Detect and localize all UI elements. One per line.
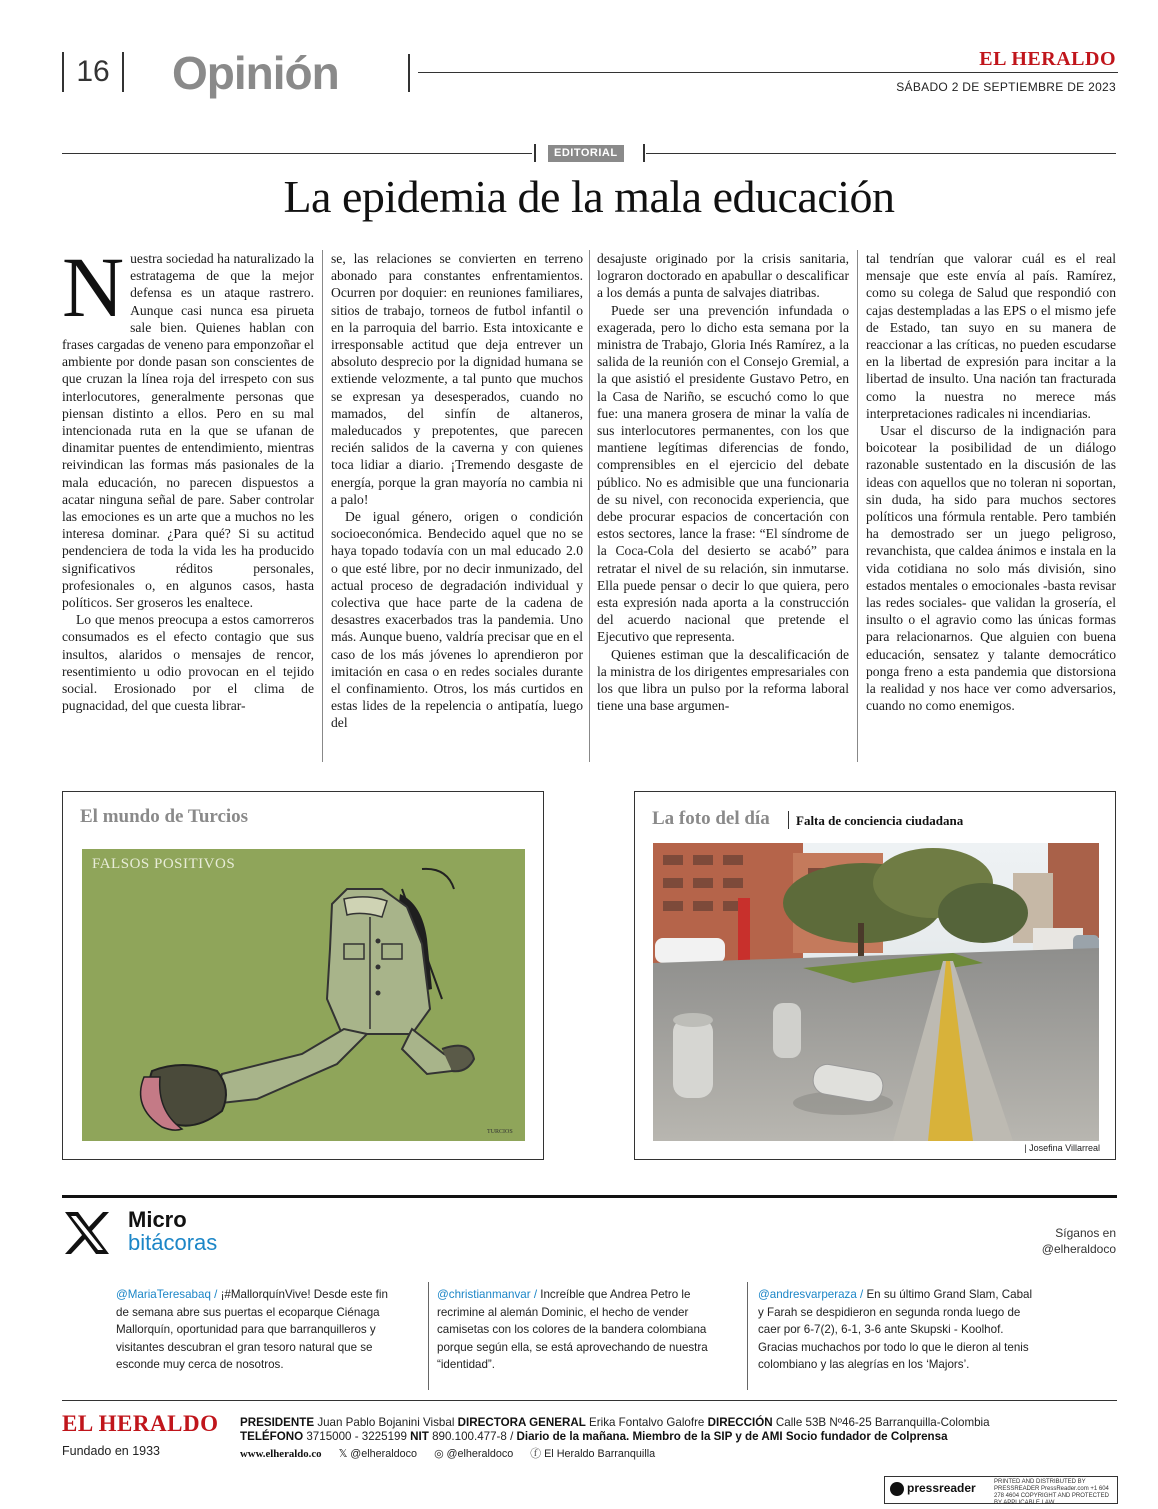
cartoon-illustration: [82, 849, 525, 1141]
label-nit: NIT: [410, 1430, 429, 1443]
header-divider: [408, 54, 410, 92]
footer-contact: [240, 1430, 948, 1443]
follow-handle: @elheraldoco: [1041, 1242, 1116, 1256]
tweet: [116, 1286, 391, 1374]
headline: La epidemia de la mala educación: [283, 171, 895, 222]
label-directora: DIRECTORA GENERAL: [457, 1416, 586, 1429]
photo-title: La foto del día: [652, 808, 770, 829]
tweet-divider: [747, 1282, 748, 1390]
section-title: Opinión: [172, 47, 339, 99]
pressreader-note: PRINTED AND DISTRIBUTED BY PRESSREADER PressReader.com +1 604 278 4604 COPYRIGHT AND PROTECTED BY APPLICABLE LAW: [994, 1479, 1109, 1506]
facebook-icon: ⓕ: [530, 1448, 542, 1460]
issue-date: SÁBADO 2 DE SEPTIEMBRE DE 2023: [896, 80, 1116, 94]
footer-tagline: Diario de la mañana. Miembro de la SIP y de AMI Socio fundador de Colprensa: [516, 1430, 948, 1443]
editorial-bar-left: [534, 144, 536, 162]
tweet: [437, 1286, 729, 1374]
follow-label: Síganos en: [1055, 1226, 1116, 1240]
tweet-text: En su último Grand Slam, Cabal y Farah se despidieron en segunda ronda luego de caer por 6-7(2), 6-1, 3-6 ante Skupski - Koolhof. Gracias muchachos por todo lo que le dieron al tenis colombiano y las alegrías en los ‘Majors’.: [758, 1288, 1033, 1371]
article-paragraph: se, las relaciones se convierten en terreno abonado para constantes enfrentamientos. Ocurren por doquier: en reuniones familiares, sitios de trabajo, torneos de futbol infantil o en la parroquia del barrio. Esta intoxicante e irresponsable actitud que deja entrever un absoluto desprecio por la dignidad humana se extiende velozmente, a tal punto que muchos se expresan ya desesperados, cuando no mamados, del sinfín de altaneros, maleducados y prepotentes, que parecen recién salidos de la caverna y con quienes toca lidiar a diario. ¡Tremendo desgaste de energía, porque la gran mayoría no cambia ni a palo!: [331, 251, 583, 507]
article-paragraph: Lo que menos preocupa a estos camorreros consumados es el efecto contagio que sus insultos, alaridos o mensajes de rencor, resentimiento u odio provocan en el tejido social. Erosionado por el clima de pugnacidad, del que cuesta librar-: [62, 612, 314, 714]
page-number: 16: [62, 52, 124, 92]
pressreader-icon: [890, 1482, 904, 1496]
footer-logo: EL HERALDO: [62, 1411, 219, 1436]
instagram-handle[interactable]: @elheraldoco: [446, 1448, 514, 1460]
editorial-rule-left: [62, 153, 532, 154]
cartoon-title: El mundo de Turcios: [80, 806, 249, 827]
drop-cap: N: [62, 250, 125, 335]
article-paragraph: Usar el discurso de la indignación para boicotear la posibilidad de un diálogo razonable sustentado en la discusión de las ideas con aquellos que no toleran ni soportan, sin duda, ha sido para muchos sectores políticos una fórmula rentable. Pero también ha demostrado ser un juego peligroso, revanchista, que caldea ánimos e instala en la vida cotidiana no solo más división, sino estados mentales o emocionales -basta revisar las redes sociales- que validan la grosería, el insulto o el agravio como las únicas formas para relacionarnos. Que alguien con buena educación, sensatez y talante democrático ponga freno a esta pandemia que distorsiona la realidad y nos hace ver como adversarios, cuando no como enemigos.: [866, 423, 1116, 714]
facebook-handle[interactable]: El Heraldo Barranquilla: [544, 1448, 656, 1460]
photo-subtitle: Falta de conciencia ciudadana: [796, 813, 964, 828]
founded-year: Fundado en 1933: [62, 1444, 161, 1458]
tweet: [758, 1286, 1033, 1374]
editorial-label: EDITORIAL: [548, 145, 624, 162]
photo-credit: | Josefina Villarreal: [1024, 1143, 1100, 1153]
label-telefono: TELÉFONO: [240, 1430, 304, 1443]
photo-title-separator: [788, 811, 789, 829]
tweet-text: ¡#MallorquínVive! Desde este fin de semana abre sus puertas el ecoparque Ciénaga Mallorquín, oportunidad para que barranquilleros y visitantes descubran el gran tesoro natural que se esconde muy cerca de nosotros.: [116, 1288, 388, 1371]
telefono-value: 3715000 - 3225199: [303, 1430, 411, 1443]
masthead-logo: EL HERALDO: [979, 48, 1116, 70]
directora-name: Erika Fontalvo Galofre: [585, 1416, 708, 1429]
article-paragraph: tal tendrían que valorar cuál es el real mensaje que este envía al país. Ramírez, como su colega de Salud que respondió con cajas destempladas a las EPS o el mismo jefe de Estado, tan suyo en su manera de reaccionar a las críticas, no pueden escudarse en la libertad de expresión para incitar a la libertad de insulto. Una nación tan fracturada como la nuestra no merece más interpretaciones radicales ni incendiarias.: [866, 251, 1116, 421]
tweet-text: Increíble que Andrea Petro le recrimine al alemán Dominic, el hecho de vender camisetas con los colores de la bandera colombiana porque según ella, se está aprovechando de nuestra “identidad”.: [437, 1288, 708, 1371]
header-rule: [418, 72, 1118, 73]
article-paragraph: uestra sociedad ha naturalizado la estratagema de que la mejor defensa es un ataque rastrero. Aunque casi nunca esa pirueta sale bien. Quienes hablan con frases cargadas de veneno para emponzoñar el ambiente por donde pasan son conscientes de que cruzan la línea roja del irrespeto con sus interlocutores, generalmente personas que piensan distinto a ellos. Pero en su mal intencionada ruta en la que se ufanan de dinamitar puentes de entendimiento, mientras reivindican las formas más pasionales de la mala educación, no parecen dispuestos a acatar ninguna señal de pare. Saber controlar las emociones es un arte que a muchos no les interesa dominar. ¿Para qué? Si su actitud pendenciera de toda la vida les ha producido significativos réditos personales, profesionales o, en algunos casos, hasta políticos. Ser groseros les enaltece.: [62, 251, 314, 611]
article-column-2: [331, 250, 583, 760]
article-paragraph: desajuste originado por la crisis sanitaria, lograron doctorado en apabullar o descalificar a los demás a punta de salvajes diatribas.: [597, 251, 849, 301]
cartoon-caption: FALSOS POSITIVOS: [92, 856, 236, 872]
article-paragraph: De igual género, origen o condición socioeconómica. Bendecido aquel que no se haya topado todavía con un mal educado 2.0 o que esté libre, por no decir inmunizado, del actual proceso de degradación individual y colectiva que hace parte de la cadena de desastres exacerbados tras la pandemia. Uno más. Aunque bueno, valdría precisar que en el caso de los más jóvenes lo aprendieron por imitación en casa o en redes sociales durante el confinamiento. Otros, los más curtidos en estas lides de la repelencia o antipatía, luego del: [331, 509, 583, 731]
direccion-value: Calle 53B Nº46-25 Barranquilla-Colombia: [772, 1416, 990, 1429]
photo-of-the-day: [653, 843, 1099, 1141]
label-presidente: PRESIDENTE: [240, 1416, 315, 1429]
tweet-divider: [428, 1282, 429, 1390]
column-divider: [857, 250, 858, 762]
nit-value: 890.100.477-8 /: [428, 1430, 517, 1443]
x-icon: 𝕏: [338, 1448, 348, 1460]
footer-social: [240, 1446, 655, 1461]
footer-rule: [62, 1400, 1117, 1401]
cartoon-signature: TURCIOS: [487, 1129, 513, 1135]
pressreader-wordmark: pressreader: [907, 1481, 976, 1495]
article-paragraph: Quienes estiman que la descalificación de la ministra de los dirigentes empresariales con los que libra un pulso por la reforma laboral tiene una base argumen-: [597, 646, 849, 714]
website-link[interactable]: www.elheraldo.co: [240, 1448, 322, 1460]
x-logo-icon: [62, 1208, 112, 1258]
column-divider: [322, 250, 323, 762]
x-handle[interactable]: @elheraldoco: [350, 1448, 418, 1460]
bitacoras-title: bitácoras: [128, 1230, 218, 1255]
label-direccion: DIRECCIÓN: [707, 1416, 773, 1429]
tweet-handle[interactable]: @christianmanvar /: [437, 1288, 538, 1301]
article-paragraph: Puede ser una prevención infundada o exagerada, pero lo dicho esta semana por la ministra de Trabajo, Gloria Inés Ramírez, a la salida de la reunión con el Consejo Gremial, a la que asistió el presidente Gustavo Petro, en la Casa de Nariño, se escuchó como lo que fue: una manera grosera de minar la valía de sus interlocutores permanentes, con los que mantiene legítimas diferencias de fondo, comprensibles en el ejercicio del debate público. No es admisible que una funcionaria de su nivel, con reconocida experiencia, que debe procurar espacios de concertación con estos sectores, lance la frase: “El síndrome de la Coca-Cola del desierto se acabó” para retratar el nivel de su relación, sin inmutarse. Ella puede pensar o decir lo que quiera, pero esta expresión nada aporta a la construcción del acuerdo nacional que pretende el Ejecutivo que representa.: [597, 302, 849, 645]
article-column-3: [597, 250, 849, 760]
editorial-bar-right: [643, 144, 645, 162]
footer-credits: [240, 1416, 990, 1429]
tweet-handle[interactable]: @andresvarperaza /: [758, 1288, 864, 1301]
micro-title: Micro: [128, 1207, 187, 1232]
pressreader-logo: [890, 1481, 976, 1496]
article-column-4: [866, 250, 1116, 760]
editorial-rule-right: [646, 153, 1116, 154]
micro-section-rule: [62, 1195, 1117, 1198]
presidente-name: Juan Pablo Bojanini Visbal: [314, 1416, 458, 1429]
article-column-1: [62, 250, 314, 760]
column-divider: [589, 250, 590, 762]
tweet-handle[interactable]: @MariaTeresabaq /: [116, 1288, 218, 1301]
instagram-icon: ◎: [434, 1448, 444, 1460]
